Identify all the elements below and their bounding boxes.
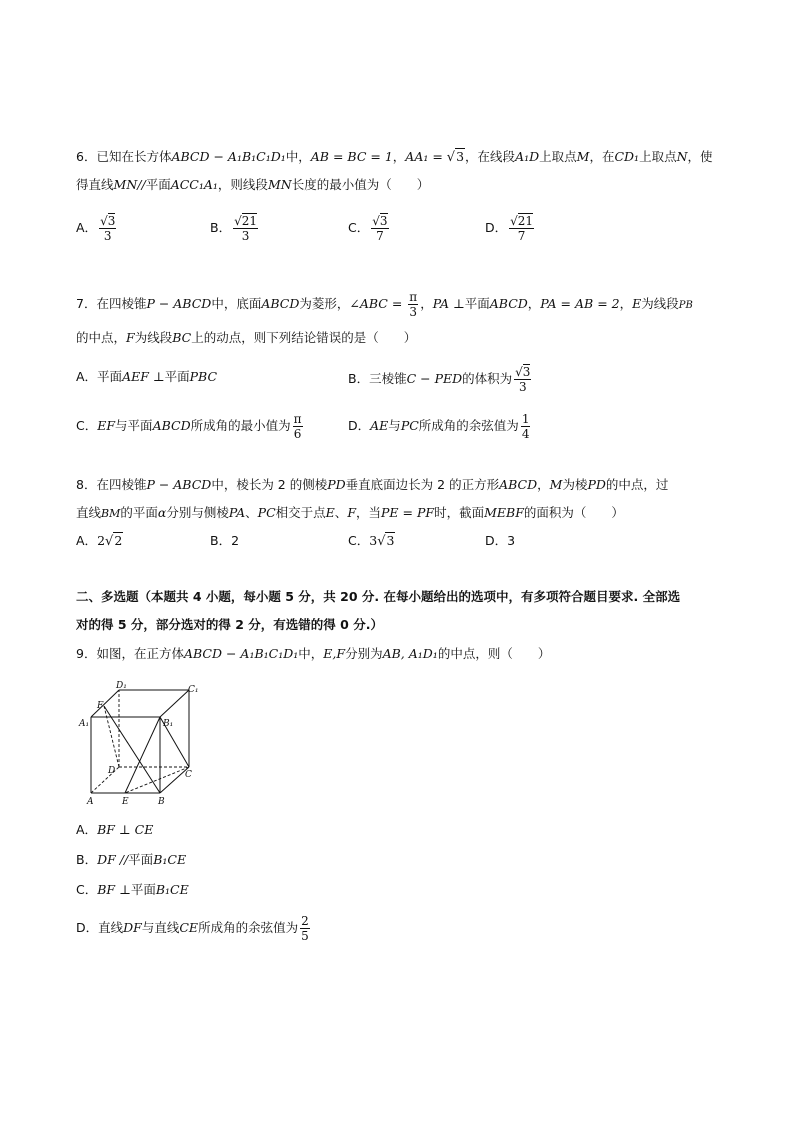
fraction: $\frac{√21}{7}$ [510, 214, 534, 243]
q6-text: ，则线段 [217, 177, 268, 192]
option-label: A．平面 [76, 369, 123, 384]
q9-math: E,F [323, 646, 346, 661]
q8-math: M [549, 477, 563, 492]
q6-math: N [676, 149, 688, 164]
q7-option-c[interactable] [76, 412, 305, 441]
q7-math: AE [370, 418, 389, 433]
q7-math: PC [400, 418, 419, 433]
q6-option-b[interactable] [210, 214, 260, 243]
q8-math: BM [101, 507, 121, 520]
q7-option-b[interactable] [348, 365, 533, 394]
denominator: 7 [376, 229, 384, 243]
q7-text: 与 [388, 418, 401, 433]
segment-b-f [104, 706, 160, 793]
q8-stem-line1 [76, 475, 668, 495]
fraction [293, 412, 303, 441]
q7-text: 与平面 [115, 418, 153, 433]
q7-math: PBC [189, 369, 218, 384]
q7-text: ， [619, 296, 633, 311]
q8-stem-line2 [76, 503, 624, 524]
q8-text: 的中点，过 [605, 477, 669, 492]
q8-text: 的平面 [120, 505, 158, 520]
cube-figure [78, 680, 208, 810]
q7-text: 为菱形， [299, 296, 350, 311]
fraction [521, 412, 531, 441]
q9-math: B₁CE [155, 882, 189, 897]
q6-math: MN [267, 177, 292, 192]
q9-math: B₁CE [153, 852, 187, 867]
q7-math: ABCD [152, 418, 191, 433]
q8-text: 时，截面 [434, 505, 485, 520]
q6-math: MN// [113, 177, 146, 192]
q7-text: 的中点， [76, 330, 127, 345]
label-a: A [87, 797, 94, 807]
q6-text: 平面 [145, 177, 171, 192]
q7-math: ∠ABC = [349, 296, 407, 311]
q7-math: PA = AB = 2 [540, 296, 620, 311]
option-label: B． [210, 220, 232, 235]
visible-edges [91, 690, 189, 793]
q6-option-c[interactable] [348, 214, 391, 243]
q8-math: PE = PF [381, 505, 435, 520]
q6-text: ，在 [589, 149, 615, 164]
radicand: 3 [386, 533, 395, 548]
q7-math: PA ⊥ [432, 296, 465, 311]
q8-option-c[interactable] [348, 531, 395, 552]
numerator: π [409, 290, 418, 304]
q8-text: 中，棱长为 2 的侧棱 [211, 477, 328, 492]
q6-math: M [576, 149, 590, 164]
q8-text: ， [537, 477, 550, 492]
numerator: 2 [301, 914, 309, 928]
option-label: C． [348, 220, 370, 235]
denominator: 6 [293, 427, 302, 441]
q6-math: AB = BC = 1 [310, 149, 393, 164]
option-label: C． [348, 533, 370, 548]
q8-math: PC [257, 505, 276, 520]
q7-text: 平面 [464, 296, 490, 311]
q7-math: ABCD [261, 296, 300, 311]
section-heading-line1: 二、多选题（本题共 4 小题，每小题 5 分，共 20 分. 在每小题给出的选项中，有多项符合题目要求. 全部选 [76, 589, 681, 604]
fraction: $\frac{√3}{3}$ [515, 365, 531, 394]
q7-math: EF [97, 418, 116, 433]
q9-math: AB, A₁D₁ [382, 646, 438, 661]
q6-text: ， [392, 149, 406, 164]
q9-math: BF ⊥ [97, 882, 131, 897]
option-label: A． [76, 822, 98, 837]
radicand: 21 [241, 214, 258, 228]
numerator: 1 [521, 412, 530, 426]
sqrt: √3 [446, 149, 465, 165]
q6-math: ABCD − A₁B₁C₁D₁ [171, 149, 286, 164]
q9-option-d[interactable] [76, 914, 312, 943]
fraction: $\frac{√21}{3}$ [234, 214, 258, 243]
q6-text: 中， [285, 149, 311, 164]
coefficient: 2 [97, 533, 106, 548]
denominator: 7 [517, 229, 526, 243]
q6-text: 长度的最小值为（ ） [291, 177, 430, 192]
q9-math: ABCD − A₁B₁C₁D₁ [183, 646, 299, 661]
option-label: D． [348, 418, 371, 433]
q8-text: 为棱 [562, 477, 588, 492]
q9-stem [76, 644, 550, 664]
q6-text: 上取点 [539, 149, 577, 164]
q7-math: PB [678, 300, 693, 311]
fraction: $\frac{√3}{3}$ [100, 214, 116, 243]
radicand: 2 [114, 533, 123, 548]
q6-math: ACC₁A₁ [170, 177, 218, 192]
q8-math: P − ABCD [146, 477, 212, 492]
q8-text: 的面积为（ ） [523, 505, 624, 520]
q8-option-b[interactable] [210, 531, 239, 551]
q9-text: 的中点，则（ ） [437, 646, 551, 661]
fraction [300, 914, 310, 943]
q9-option-c[interactable] [76, 880, 189, 900]
q6-text: 6．已知在长方体 [76, 149, 172, 164]
q8-math: ABCD [499, 477, 538, 492]
q7-text: ， [527, 296, 541, 311]
option-label: D． [485, 220, 508, 235]
option-label: D．3 [485, 533, 516, 548]
denominator: 5 [301, 929, 309, 943]
segment-b1-e [125, 717, 160, 793]
q6-math: A₁D [515, 149, 540, 164]
q9-option-b[interactable] [76, 850, 186, 870]
q7-text: 为线段 [134, 330, 173, 345]
fraction [408, 290, 418, 319]
q7-math: BC [172, 330, 192, 345]
option-label: B． [76, 852, 98, 867]
q8-text: 、 [245, 505, 258, 520]
option-label: B．2 [210, 533, 240, 548]
q6-text: 得直线 [76, 177, 114, 192]
q9-math: DF [123, 920, 142, 935]
label-a1: A₁ [79, 719, 90, 729]
q8-option-d[interactable] [485, 531, 515, 551]
q7-math: AEF ⊥ [122, 369, 165, 384]
radicand: 3 [379, 214, 388, 228]
option-label: A． [76, 220, 98, 235]
denominator: 4 [521, 427, 530, 441]
q7-math: P − ABCD [146, 296, 212, 311]
q8-text: 8．在四棱锥 [76, 477, 147, 492]
q8-math: F [347, 505, 356, 520]
radicand: 3 [522, 365, 531, 379]
q7-math: C − PED [406, 371, 463, 386]
q7-text: 所成角的最小值为 [190, 418, 291, 433]
q7-text: 上的动点，则下列结论错误的是（ ） [191, 330, 417, 345]
q7-stem-line1 [76, 290, 693, 319]
q6-option-d[interactable] [485, 214, 536, 243]
q9-option-a[interactable] [76, 820, 153, 840]
q8-text: 、 [334, 505, 348, 520]
section-heading-line2: 对的得 5 分，部分选对的得 2 分，有选错的得 0 分.） [76, 617, 383, 632]
label-f: F [97, 701, 104, 711]
q9-text: 9．如图，在正方体 [76, 646, 184, 661]
q9-text: 中， [298, 646, 324, 661]
q8-math: PD [587, 477, 606, 492]
edge-b1-c1 [160, 690, 189, 717]
q8-math: PD [327, 477, 346, 492]
label-b: B [158, 797, 165, 807]
q6-option-a[interactable] [76, 214, 118, 243]
q6-text: ，在线段 [465, 149, 516, 164]
q7-text: 中，底面 [211, 296, 262, 311]
option-label: A． [76, 533, 98, 548]
q8-math: PA [228, 505, 246, 520]
q9-math: DF // [97, 852, 129, 867]
option-label: C． [76, 882, 98, 897]
q9-text: 平面 [130, 882, 156, 897]
label-b1: B₁ [163, 719, 174, 729]
q6-stem-line2 [76, 175, 429, 195]
denominator: 3 [241, 229, 250, 243]
label-d1: D₁ [116, 681, 127, 691]
q7-text: 平面 [164, 369, 190, 384]
numerator: π [293, 412, 302, 426]
q7-math: F [126, 330, 135, 345]
label-d: D [108, 766, 116, 776]
q8-text: 直线 [76, 505, 102, 520]
label-c: C [185, 770, 192, 780]
q7-text: 为线段 [641, 296, 679, 311]
q8-math: MEBF [484, 505, 524, 520]
q7-text: ， [420, 296, 433, 311]
option-label: D．直线 [76, 920, 124, 935]
q8-text: ，当 [356, 505, 382, 520]
segment-d-f [104, 706, 119, 767]
denominator: 3 [518, 380, 527, 394]
denominator: 3 [103, 229, 112, 243]
q7-text: 所成角的余弦值为 [418, 418, 519, 433]
q9-math: CE [179, 920, 199, 935]
q9-text: 平面 [128, 852, 154, 867]
q7-math: ABCD [489, 296, 528, 311]
edge-a1-d1 [91, 690, 119, 717]
q8-text: 垂直底面边长为 2 的正方形 [345, 477, 500, 492]
coefficient: 3 [369, 533, 378, 548]
q7-option-d[interactable] [348, 412, 532, 441]
q6-text: 上取点 [639, 149, 677, 164]
sqrt: √2 [105, 533, 123, 549]
q6-text: ，使 [687, 149, 713, 164]
q9-text: 分别为 [345, 646, 383, 661]
radicand: 3 [107, 214, 116, 228]
q9-math: BF ⊥ CE [97, 822, 154, 837]
q7-option-a[interactable] [76, 367, 217, 387]
q7-stem-line2 [76, 328, 416, 348]
q6-stem-line1 [76, 147, 713, 168]
label-e: E [122, 797, 129, 807]
q8-math: α [157, 505, 167, 520]
q8-math: E [325, 505, 335, 520]
q9-text: 所成角的余弦值为 [198, 920, 299, 935]
radicand: 21 [517, 214, 534, 228]
fraction: $\frac{√3}{7}$ [372, 214, 388, 243]
q7-math: E [632, 296, 642, 311]
q6-math: AA₁ = [405, 149, 447, 164]
sqrt: √3 [377, 533, 395, 549]
q8-option-a[interactable] [76, 531, 123, 552]
q9-text: 与直线 [141, 920, 180, 935]
q6-math: CD₁ [614, 149, 640, 164]
q7-text: 的体积为 [462, 371, 513, 386]
q8-text: 分别与侧棱 [166, 505, 229, 520]
q7-text: 7．在四棱锥 [76, 296, 147, 311]
q8-text: 相交于点 [275, 505, 326, 520]
radicand: 3 [456, 149, 465, 164]
denominator: 3 [409, 305, 418, 319]
option-label: B．三棱锥 [348, 371, 407, 386]
option-label: C． [76, 418, 98, 433]
label-c1: C₁ [188, 685, 199, 695]
